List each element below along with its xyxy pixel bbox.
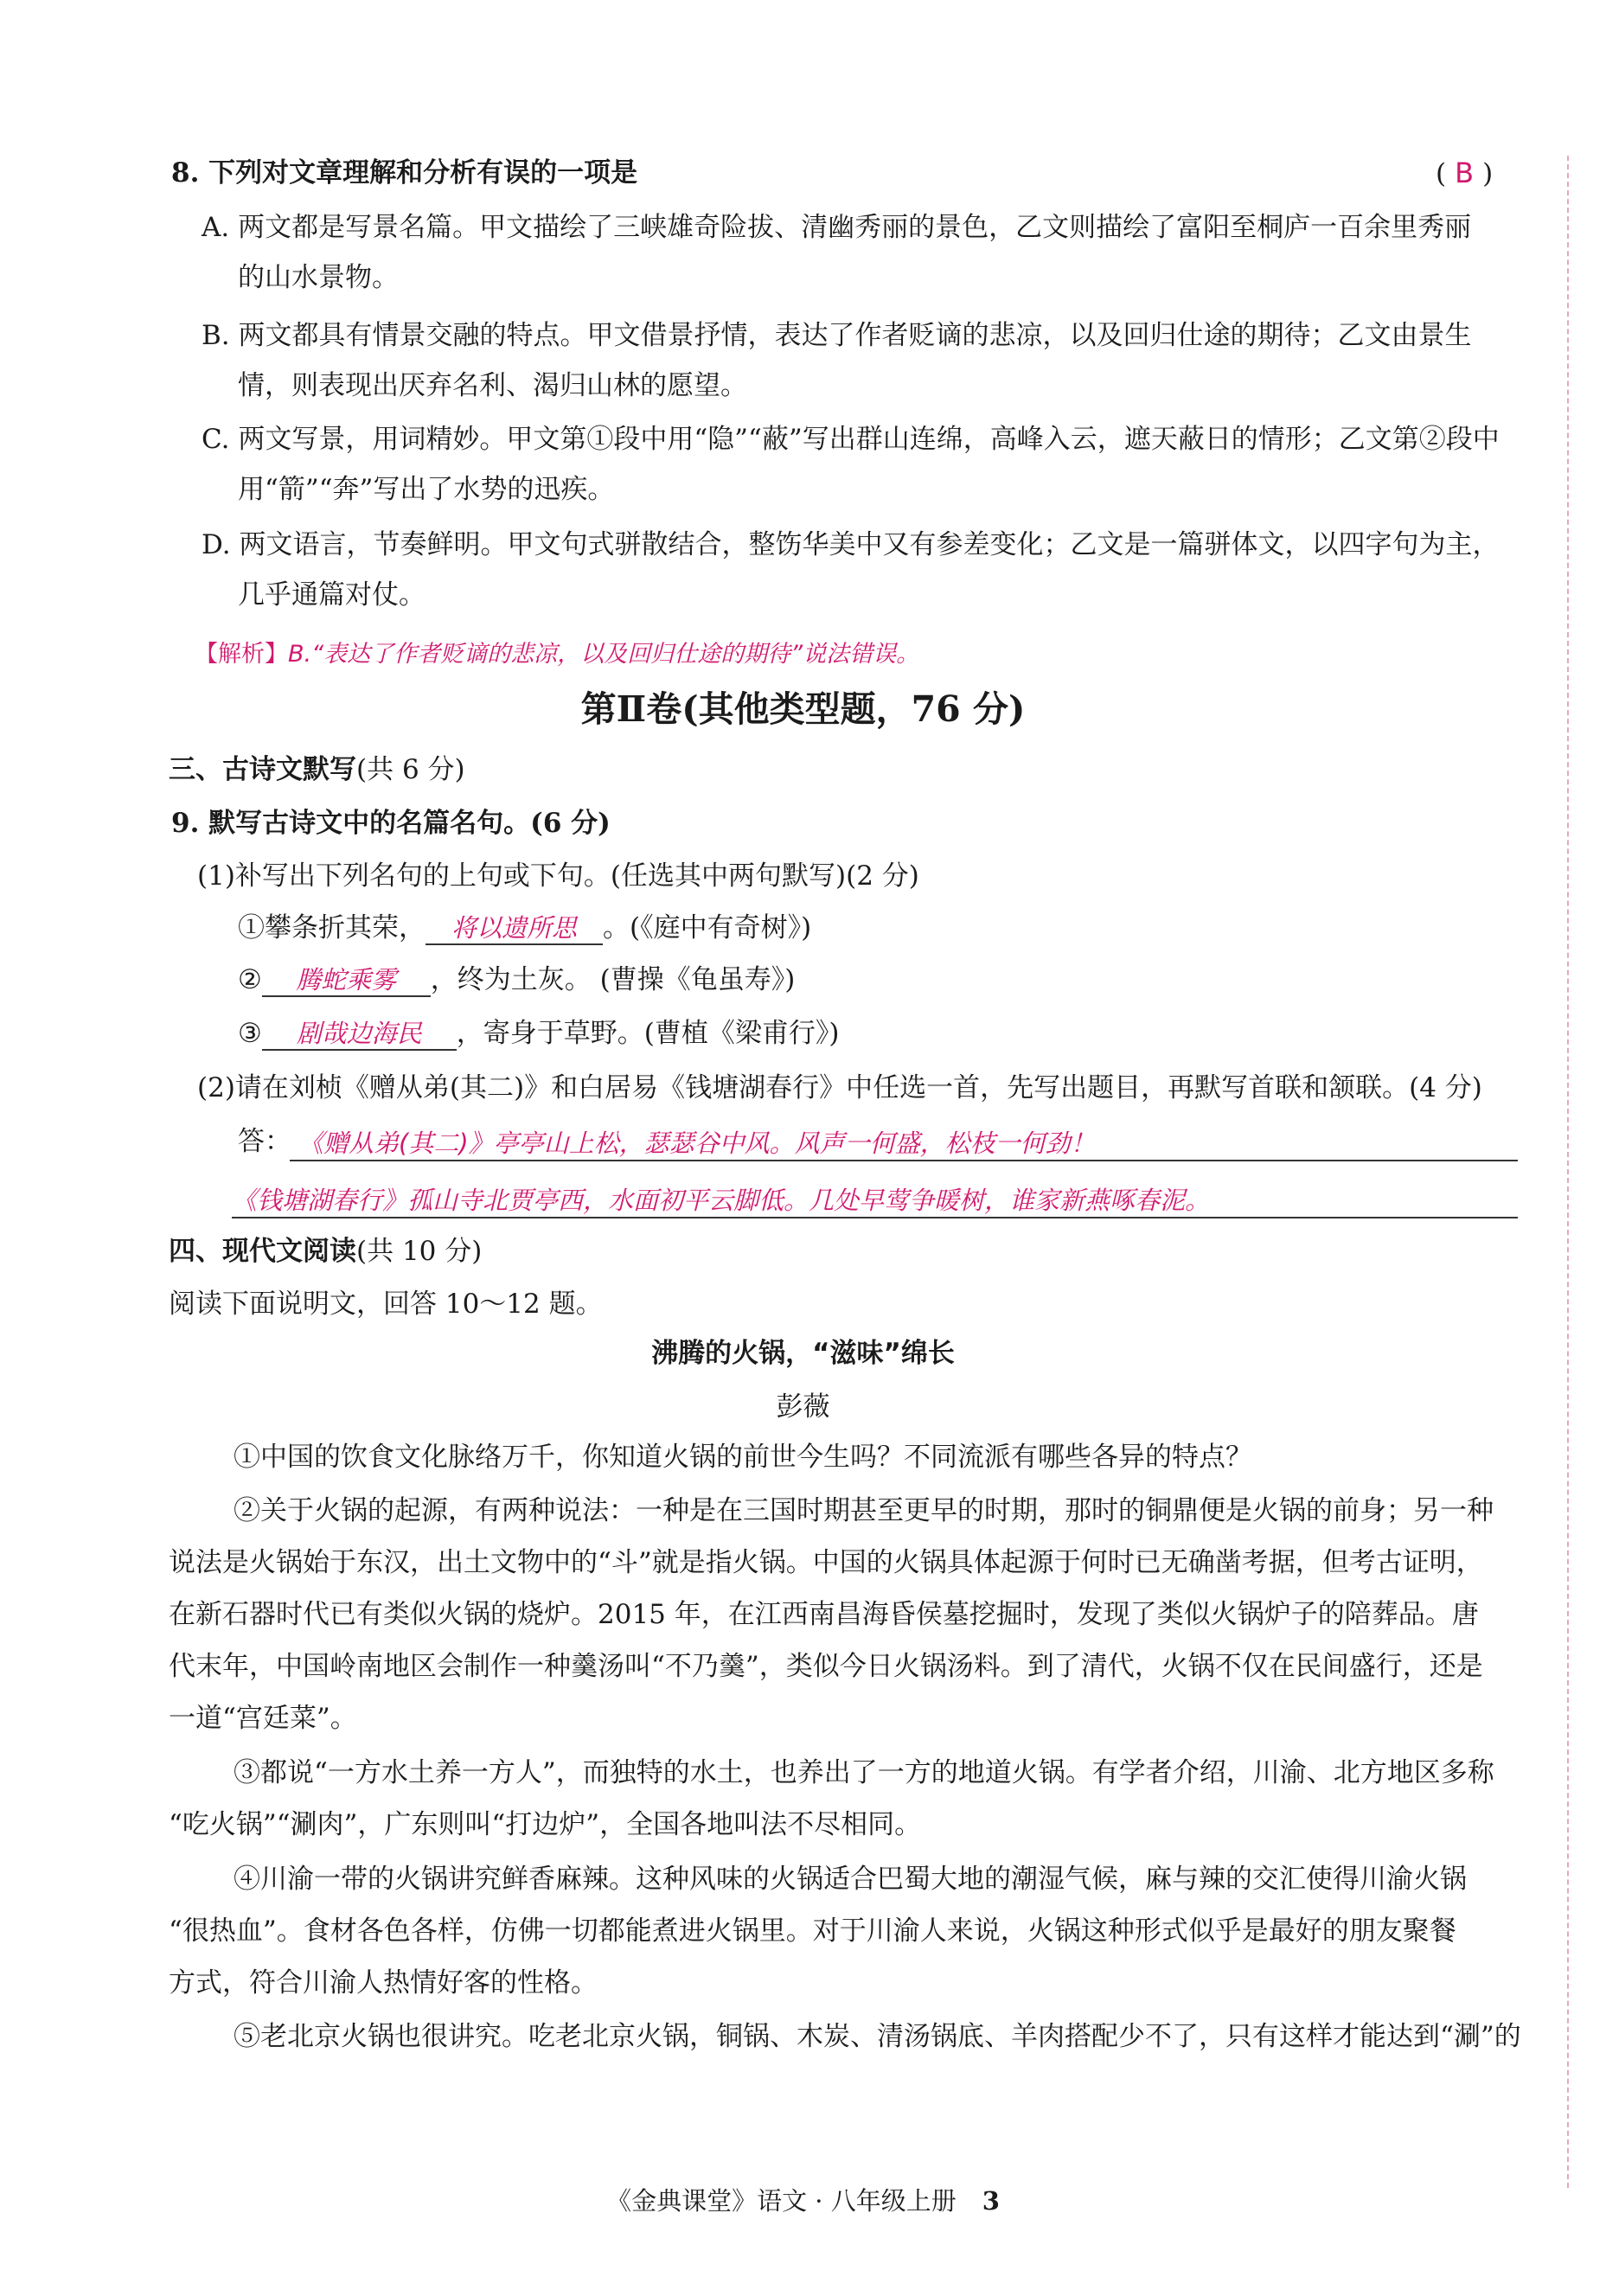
article-p4-line1: ④川渝一带的火锅讲究鲜香麻辣。这种风味的火锅适合巴蜀大地的潮湿气候，麻与辣的交汇使得川渝火锅: [234, 1864, 1467, 1895]
line1-answer: 将以遗所思: [425, 912, 603, 945]
q9-line2: [238, 963, 795, 997]
q8-stem: [171, 156, 637, 190]
answer-line1: 《赠从弟(其二)》亭亭山上松，瑟瑟谷中风。风声一何盛，松枝一何劲！: [298, 1129, 1096, 1158]
q9-line1: [238, 911, 811, 945]
line1-prefix: ①攀条折其荣，: [238, 912, 425, 943]
answer-underline-2: [232, 1217, 1518, 1218]
article-p4-line3: 方式，符合川渝人热情好客的性格。: [169, 1967, 598, 1999]
answer-underline-1: [290, 1160, 1518, 1161]
q8-option-a-line2: 的山水景物。: [238, 262, 399, 293]
q8-stem-text: 8. 下列对文章理解和分析有误的一项是: [171, 157, 638, 189]
margin-dashed-line: [1567, 156, 1569, 2188]
q9-sub1: (1)补写出下列名句的上句或下句。(任选其中两句默写)(2 分): [197, 860, 919, 892]
section3-score: (共 6 分): [356, 754, 465, 785]
line2-prefix: ②: [238, 964, 262, 995]
q8-option-b-line1: B. 两文都具有情景交融的特点。甲文借景抒情，表达了作者贬谪的悲凉，以及回归仕途的期待；乙文由景生: [202, 320, 1472, 351]
article-p2-line3: 在新石器时代已有类似火锅的烧炉。2015 年，在江西南昌海昏侯墓挖掘时，发现了类似火锅炉子的陪葬品。唐: [169, 1599, 1479, 1630]
line2-answer: 腾蛇乘雾: [262, 964, 431, 997]
answer-line2: 《钱塘湖春行》孤山寺北贾亭西，水面初平云脚低。几处早莺争暖树，谁家新燕啄春泥。: [232, 1186, 1211, 1215]
article-title: 沸腾的火锅，“滋味”绵长: [651, 1338, 955, 1369]
section3-heading-text: 三、古诗文默写: [169, 754, 356, 785]
line1-suffix: 。(《庭中有奇树》): [603, 912, 812, 943]
article-p3-line1: ③都说“一方水土养一方人”，而独特的水土，也养出了一方的地道火锅。有学者介绍，川渝、北方地区多称: [234, 1757, 1494, 1788]
line3-prefix: ③: [238, 1018, 262, 1049]
section4-heading: [169, 1234, 482, 1269]
section4-intro: 阅读下面说明文，回答 10～12 题。: [169, 1289, 603, 1320]
article-author: 彭薇: [776, 1391, 830, 1423]
article-p2-line4: 代末年，中国岭南地区会制作一种羹汤叫“不乃羹”，类似今日火锅汤料。到了清代，火锅不仅在民间盛行，还是: [169, 1651, 1483, 1682]
footer-book-title: 《金典课堂》语文 · 八年级上册: [606, 2186, 957, 2216]
q8-answer: B: [1455, 157, 1475, 189]
article-p1: ①中国的饮食文化脉络万千，你知道火锅的前世今生吗？不同流派有哪些各异的特点？: [234, 1442, 1252, 1473]
q8-option-b-line2: 情，则表现出厌弃名利、渴归山林的愿望。: [238, 370, 747, 401]
q8-answer-paren: [1436, 156, 1493, 191]
article-p4-line2: “很热血”。食材各色各样，仿佛一切都能煮进火锅里。对于川渝人来说，火锅这种形式似乎是最好的朋友聚餐: [169, 1915, 1456, 1947]
section4-heading-text: 四、现代文阅读: [169, 1236, 356, 1267]
line3-suffix: ，寄身于草野。(曹植《梁甫行》): [456, 1018, 840, 1049]
article-p2-line5: 一道“宫廷菜”。: [169, 1703, 357, 1734]
part2-title: 第Ⅱ卷(其他类型题，76 分): [580, 688, 1026, 730]
analysis-text: B.“表达了作者贬谪的悲凉，以及回归仕途的期待”说法错误。: [288, 641, 920, 668]
line3-answer: 剧哉边海民: [262, 1018, 457, 1051]
article-p2-line2: 说法是火锅始于东汉，出土文物中的“斗”就是指火锅。中国的火锅具体起源于何时已无确凿考据，但考古证明，: [169, 1547, 1483, 1578]
q8-option-c-line2: 用“箭”“奔”写出了水势的迅疾。: [238, 474, 615, 505]
q9-line3: [238, 1016, 839, 1051]
page-footer: [0, 2184, 1606, 2218]
q8-analysis: [195, 636, 919, 672]
analysis-tag: 【解析】: [195, 641, 288, 668]
paren-right: ): [1482, 158, 1494, 189]
article-p3-line2: “吃火锅”“涮肉”，广东则叫“打边炉”，全国各地叫法不尽相同。: [169, 1809, 922, 1840]
q9-stem: [171, 806, 611, 841]
q8-option-c-line1: C. 两文写景，用词精妙。甲文第①段中用“隐”“蔽”写出群山连绵，高峰入云，遮天蔽日的情形；乙文第②段中: [202, 424, 1500, 455]
line2-suffix: ，终为土灰。 (曹操《龟虽寿》): [430, 964, 796, 995]
q9-stem-text: 9. 默写古诗文中的名篇名句。(6 分): [171, 808, 611, 839]
article-p2-line1: ②关于火锅的起源，有两种说法：一种是在三国时期甚至更早的时期，那时的铜鼎便是火锅的前身；另一种: [234, 1495, 1494, 1526]
q9-sub2: (2)请在刘桢《赠从弟(其二)》和白居易《钱塘湖春行》中任选一首，先写出题目，再默写首联和颔联。(4 分): [197, 1072, 1482, 1103]
q8-option-a-line1: A. 两文都是写景名篇。甲文描绘了三峡雄奇险拔、清幽秀丽的景色，乙文则描绘了富阳至桐庐一百余里秀丽: [202, 212, 1472, 243]
section3-heading: [169, 752, 465, 787]
paren-left: (: [1436, 158, 1447, 189]
section4-score: (共 10 分): [356, 1236, 483, 1267]
answer-label: 答：: [238, 1126, 291, 1157]
q8-option-d-line1: D. 两文语言，节奏鲜明。甲文句式骈散结合，整饬华美中又有参差变化；乙文是一篇骈体文，以四字句为主，: [202, 529, 1500, 560]
q8-option-d-line2: 几乎通篇对仗。: [238, 579, 425, 611]
page-number: 3: [982, 2186, 1000, 2216]
article-p5-line1: ⑤老北京火锅也很讲究。吃老北京火锅，铜锅、木炭、清汤锅底、羊肉搭配少不了，只有这样才能达到“涮”的: [234, 2021, 1521, 2052]
